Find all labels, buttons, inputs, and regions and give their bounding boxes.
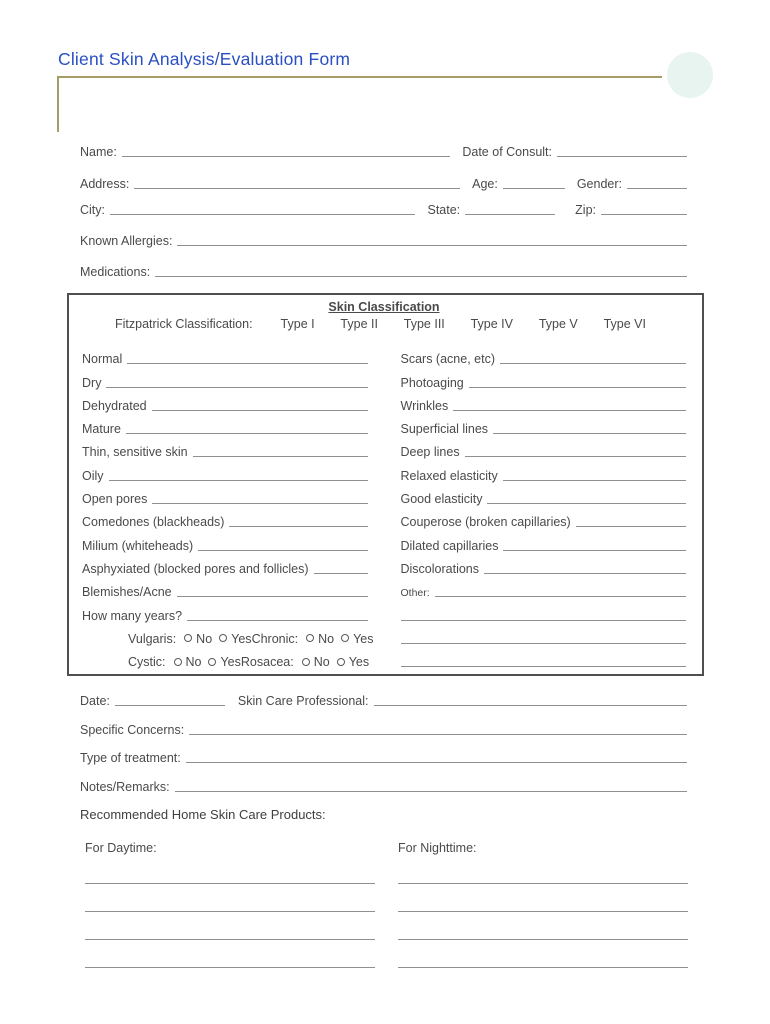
city-row [80,200,687,217]
classification-item-row [82,390,368,413]
classification-right-column [401,343,687,669]
address-label: Address: [80,177,130,191]
classification-item-blank-line[interactable] [193,447,368,457]
known-allergies-label: Known Allergies: [80,234,173,248]
product-blank-line[interactable] [85,940,375,968]
classification-item-blank-line[interactable] [177,587,368,597]
classification-item-blank-line[interactable] [493,424,686,434]
classification-item-row [82,599,368,622]
classification-item-row [401,576,687,599]
acne-question-row [82,623,374,646]
classification-item-row [401,413,687,436]
classification-item-blank-line[interactable] [401,657,687,667]
classification-item-blank-line[interactable] [229,517,367,527]
product-blank-line[interactable] [85,858,375,884]
acne-question [241,655,369,669]
product-blank-line[interactable] [398,912,688,940]
radio-circle[interactable] [174,658,182,666]
skin-care-professional-input-line[interactable] [374,696,687,706]
classification-item-label: Wrinkles [400,398,449,413]
fitzpatrick-types [281,317,646,331]
classification-item-label: Deep lines [400,445,460,460]
name-label: Name: [80,145,117,159]
city-input-line[interactable] [110,205,415,215]
radio-option-label: No [196,631,213,646]
classification-item-label: Scars (acne, etc) [400,352,495,367]
medications-label: Medications: [80,265,151,279]
classification-item-label: Asphyxiated (blocked pores and follicles) [82,561,309,576]
daytime-column [85,841,375,968]
date-professional-row [80,691,687,708]
classification-item-row [401,343,687,366]
classification-item-label: Dehydrated [82,398,147,413]
radio-option-label: No [318,631,335,646]
classification-item-label: Open pores [82,492,148,507]
acne-question-label: Rosacea: [240,655,294,670]
classification-item-row [401,436,687,459]
notes-remarks-input-line[interactable] [175,782,687,792]
type-of-treatment-label: Type of treatment: [80,751,181,765]
zip-label: Zip: [575,203,596,217]
radio-circle[interactable] [219,634,227,642]
classification-item-blank-line[interactable] [109,471,368,481]
classification-item-blank-line[interactable] [152,401,368,411]
classification-item-row [82,366,368,389]
type-of-treatment-input-line[interactable] [186,753,687,763]
classification-item-label: Normal [82,352,123,367]
city-label: City: [80,203,105,217]
classification-item-row [82,529,368,552]
classification-item-label: Couperose (broken capillaries) [400,515,571,530]
acne-question-label: Chronic: [251,631,299,646]
fitzpatrick-label: Fitzpatrick Classification: [115,317,253,331]
name-row [80,142,687,159]
classification-item-label: Oily [82,468,104,483]
classification-item-label: Photoaging [400,375,464,390]
classification-item-row [401,506,687,529]
product-blank-line[interactable] [398,884,688,912]
radio-circle[interactable] [184,634,192,642]
product-columns [85,841,688,968]
classification-item-row [401,553,687,576]
date-of-consult-input-line[interactable] [557,147,687,157]
nighttime-product-lines [398,858,688,968]
age-label: Age: [472,177,498,191]
classification-item-label: Dry [82,375,102,390]
classification-item-blank-line[interactable] [484,564,686,574]
classification-item-blank-line[interactable] [198,541,367,551]
classification-item-row [401,366,687,389]
acne-question-label: Cystic: [128,655,166,670]
product-blank-line[interactable] [398,858,688,884]
classification-item-row [401,599,687,622]
fitzpatrick-type-option[interactable]: Type II [340,317,378,331]
skin-classification-box [67,293,704,676]
classification-item-label: Milium (whiteheads) [82,538,194,553]
date-of-consult-label: Date of Consult: [462,145,552,159]
fitzpatrick-type-option[interactable]: Type VI [603,317,646,331]
recommended-products-heading: Recommended Home Skin Care Products: [80,807,326,822]
medications-input-line[interactable] [155,267,687,277]
classification-item-row [82,413,368,436]
classification-item-row [401,646,687,669]
fitzpatrick-type-option[interactable]: Type IV [470,317,513,331]
date-label: Date: [80,694,110,708]
radio-circle[interactable] [208,658,216,666]
classification-item-blank-line[interactable] [503,541,686,551]
classification-item-label: Relaxed elasticity [400,468,498,483]
zip-input-line[interactable] [601,205,687,215]
type-of-treatment-row [80,748,687,765]
specific-concerns-row [80,720,687,737]
classification-item-label: Other: [400,587,430,600]
acne-question [252,632,374,646]
age-input-line[interactable] [503,179,565,189]
classification-item-blank-line[interactable] [500,354,686,364]
classification-item-blank-line[interactable] [106,378,367,388]
classification-item-row [401,483,687,506]
classification-item-blank-line[interactable] [453,401,686,411]
gender-input-line[interactable] [627,179,687,189]
daytime-product-lines [85,858,375,968]
classification-item-label: Mature [82,422,121,437]
radio-circle[interactable] [341,634,349,642]
classification-item-row [82,459,368,482]
skin-care-professional-label: Skin Care Professional: [237,694,369,708]
classification-item-blank-line[interactable] [127,354,367,364]
classification-item-blank-line[interactable] [469,378,686,388]
classification-item-blank-line[interactable] [503,471,686,481]
radio-circle[interactable] [337,658,345,666]
medications-row [80,262,687,279]
classification-item-blank-line[interactable] [152,494,367,504]
classification-item-row [401,390,687,413]
classification-item-label: How many years? [82,608,183,623]
classification-item-row [82,436,368,459]
product-blank-line[interactable] [85,912,375,940]
classification-item-row [82,553,368,576]
classification-item-label: Good elasticity [400,492,483,507]
classification-item-blank-line[interactable] [487,494,686,504]
classification-item-blank-line[interactable] [314,564,368,574]
page-title: Client Skin Analysis/Evaluation Form [58,49,351,69]
classification-item-blank-line[interactable] [576,517,686,527]
classification-item-label: Dilated capillaries [400,538,499,553]
radio-option-label: Yes [220,655,241,670]
classification-item-row [82,506,368,529]
classification-item-blank-line[interactable] [401,634,687,644]
classification-left-column [82,343,374,670]
address-row [80,174,687,191]
known-allergies-input-line[interactable] [177,236,687,246]
date-input-line[interactable] [115,696,225,706]
classification-item-blank-line[interactable] [435,587,686,597]
address-input-line[interactable] [134,179,460,189]
fitzpatrick-type-option[interactable]: Type V [538,317,578,331]
specific-concerns-label: Specific Concerns: [80,723,185,737]
classification-item-row [82,483,368,506]
radio-option-label: Yes [348,655,370,670]
known-allergies-row [80,231,687,248]
acne-question [128,655,241,669]
fitzpatrick-type-option[interactable]: Type I [280,317,315,331]
fitzpatrick-row [82,317,686,331]
acne-question-label: Vulgaris: [128,631,177,646]
classification-item-label: Thin, sensitive skin [82,445,188,460]
specific-concerns-input-line[interactable] [189,725,687,735]
acne-question-row [82,646,368,669]
daytime-label: For Daytime: [85,841,157,855]
nighttime-column [398,841,688,968]
state-label: State: [427,203,461,217]
classification-item-blank-line[interactable] [126,424,368,434]
gender-label: Gender: [576,177,622,191]
radio-circle[interactable] [302,658,310,666]
classification-item-blank-line[interactable] [401,611,687,621]
classification-item-row [82,343,368,366]
state-input-line[interactable] [465,205,555,215]
notes-remarks-label: Notes/Remarks: [80,780,170,794]
product-blank-line[interactable] [398,940,688,968]
radio-circle[interactable] [306,634,314,642]
classification-item-label: Blemishes/Acne [82,585,172,600]
fitzpatrick-type-option[interactable]: Type III [403,317,445,331]
nighttime-label: For Nighttime: [398,841,477,855]
acne-question [128,632,252,646]
product-blank-line[interactable] [85,884,375,912]
classification-item-label: Discolorations [400,561,480,576]
radio-option-label: No [185,655,202,670]
notes-remarks-row [80,777,687,794]
classification-item-row [401,529,687,552]
classification-item-label: Comedones (blackheads) [82,515,225,530]
radio-option-label: No [313,655,330,670]
radio-option-label: Yes [353,631,374,646]
classification-item-row [401,623,687,646]
radio-option-label: Yes [231,631,252,646]
classification-item-blank-line[interactable] [465,447,686,457]
classification-item-row [401,459,687,482]
acne-questions [82,623,374,670]
classification-columns [82,343,686,669]
classification-item-label: Superficial lines [400,422,489,437]
classification-item-blank-line[interactable] [187,611,367,621]
name-input-line[interactable] [122,147,451,157]
skin-classification-heading: Skin Classification [328,300,440,314]
classification-item-row [82,576,368,599]
classification-left-items [82,343,368,623]
